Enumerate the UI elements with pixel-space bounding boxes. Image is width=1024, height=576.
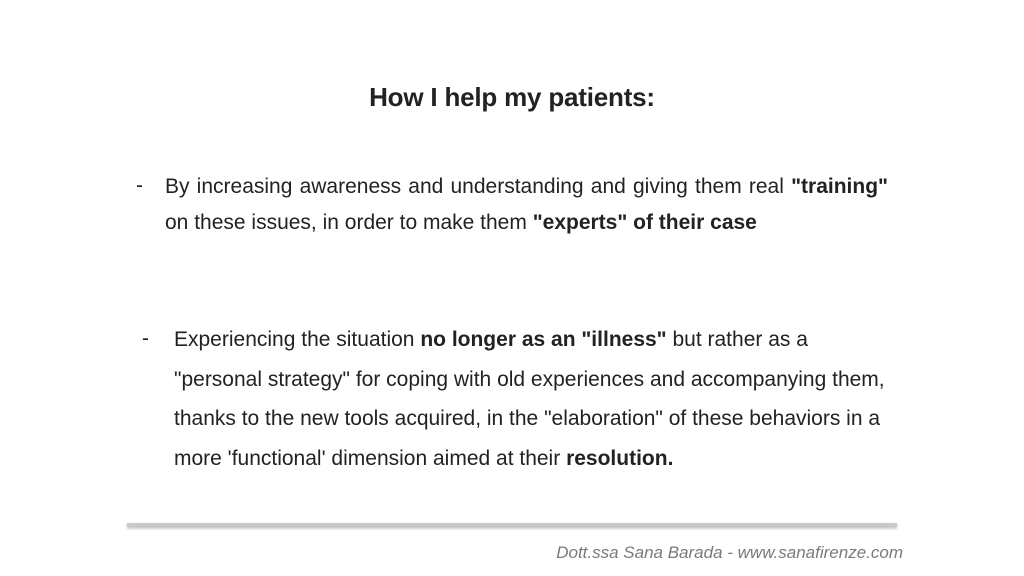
bullet-2-text-2: but rather as a "personal strategy" for coping with old experiences and accompanying them, thanks to the new tools acquired, in the "elaboration" of these behaviors in a more 'functional' dimension aimed at their: [174, 328, 885, 470]
slide-title: How I help my patients:: [369, 82, 655, 112]
footer-credit: Dott.ssa Sana Barada - www.sanafirenze.com: [556, 543, 903, 562]
bullet-2-bold-resolution: resolution.: [566, 446, 674, 470]
bullet-marker-1: -: [136, 174, 143, 197]
bullet-1-bold-experts: "experts" of their case: [532, 210, 757, 234]
bullet-1-text-1: By increasing awareness and understanding and giving them real: [165, 175, 792, 198]
bullet-1-text-2: on these issues, in order to make them: [165, 210, 533, 234]
bullet-1-bold-training: "training": [791, 175, 888, 198]
bullet-2-text-1: Experiencing the situation: [174, 328, 421, 351]
bullet-item-2: [174, 320, 894, 478]
footer-divider: [127, 523, 897, 526]
bullet-item-1: [165, 169, 888, 240]
bullet-2-bold-illness: no longer as an "illness": [420, 328, 667, 351]
bullet-marker-2: -: [142, 327, 149, 350]
